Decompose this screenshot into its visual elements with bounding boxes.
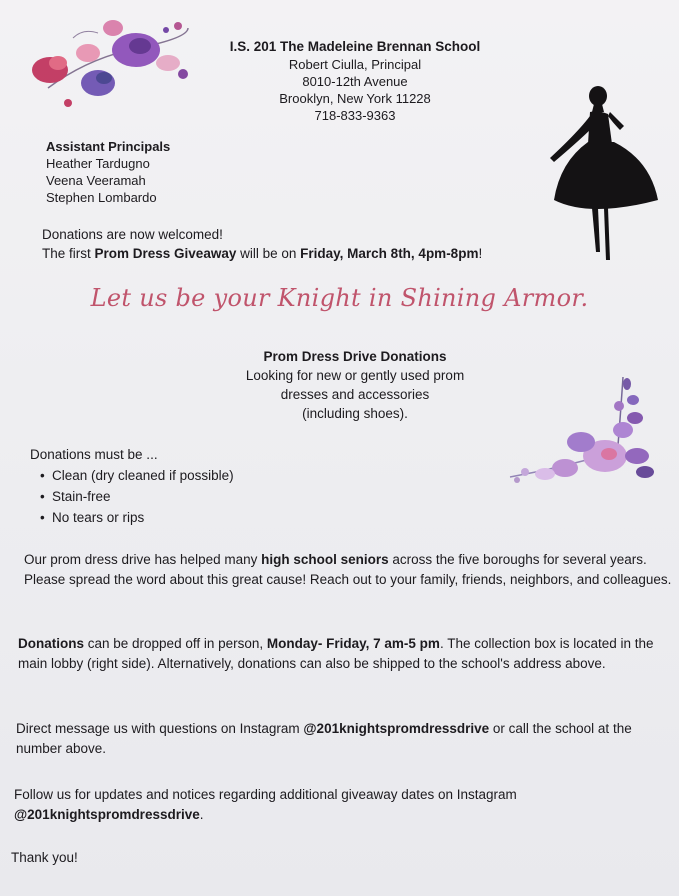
slogan: Let us be your Knight in Shining Armor. bbox=[90, 284, 589, 312]
school-name: I.S. 201 The Madeleine Brennan School bbox=[229, 39, 481, 54]
paragraph-dropoff bbox=[18, 634, 674, 674]
instagram-handle: @201knightspromdressdrive bbox=[14, 807, 200, 822]
prom-dress-silhouette bbox=[540, 82, 665, 267]
giveaway-name: Prom Dress Giveaway bbox=[94, 246, 237, 261]
intro-announcement bbox=[42, 225, 482, 263]
list-item: • Clean (dry cleaned if possible) bbox=[40, 465, 234, 486]
giveaway-date: Friday, March 8th, 4pm-8pm bbox=[300, 246, 479, 261]
instagram-handle: @201knightspromdressdrive bbox=[303, 721, 490, 736]
text-run: across the five boroughs for several years. Please spread the word about this great cause! Reach out to your family, friends, neighbors, and colleagues. bbox=[24, 552, 672, 587]
list-item: • No tears or rips bbox=[40, 507, 234, 528]
text-run: . bbox=[199, 807, 204, 822]
donation-requirements bbox=[30, 444, 234, 528]
drive-description bbox=[210, 347, 500, 423]
text-run: or call the school at the number above. bbox=[16, 721, 632, 756]
assistant-principal-name: Heather Tardugno bbox=[46, 156, 150, 171]
text-run: Follow us for updates and notices regarding additional giveaway dates on Instagram bbox=[14, 787, 517, 802]
highlight-donations: Donations bbox=[18, 636, 84, 651]
requirements-heading: Donations must be ... bbox=[30, 447, 158, 462]
floral-decoration-right bbox=[505, 372, 665, 500]
closing: Thank you! bbox=[11, 850, 78, 865]
drive-line: dresses and accessories bbox=[280, 387, 430, 402]
drive-line: Looking for new or gently used prom bbox=[245, 368, 465, 383]
drive-line: (including shoes). bbox=[302, 406, 408, 421]
paragraph-follow bbox=[14, 785, 670, 825]
intro-line-1: Donations are now welcomed! bbox=[42, 227, 223, 242]
letterhead bbox=[200, 38, 510, 124]
assistant-principals bbox=[46, 138, 170, 206]
text-run: will be on bbox=[236, 246, 301, 261]
paragraph-contact bbox=[16, 719, 672, 759]
highlight-seniors: high school seniors bbox=[261, 552, 389, 567]
drive-heading: Prom Dress Drive Donations bbox=[263, 349, 447, 364]
text-run: Direct message us with questions on Instagram bbox=[16, 721, 304, 736]
requirements-list bbox=[30, 465, 234, 528]
assistant-principals-heading: Assistant Principals bbox=[46, 139, 171, 154]
assistant-principal-name: Veena Veeramah bbox=[46, 173, 146, 188]
address-line-1: 8010-12th Avenue bbox=[302, 74, 408, 89]
text-run: ! bbox=[478, 246, 483, 261]
list-item: • Stain-free bbox=[40, 486, 234, 507]
address-line-2: Brooklyn, New York 11228 bbox=[279, 91, 431, 106]
intro-line-2 bbox=[42, 244, 482, 263]
text-run: . The collection box is located in the main lobby (right side). Alternatively, donations can also be shipped to the school's address above. bbox=[18, 636, 654, 671]
text-run: Our prom dress drive has helped many bbox=[24, 552, 262, 567]
text-run: The first bbox=[42, 246, 95, 261]
text-run: can be dropped off in person, bbox=[84, 636, 267, 651]
phone-number: 718-833-9363 bbox=[314, 108, 396, 123]
dropoff-hours: Monday- Friday, 7 am-5 pm bbox=[266, 636, 440, 651]
principal-line: Robert Ciulla, Principal bbox=[288, 57, 422, 72]
paragraph-drive-history bbox=[24, 550, 674, 590]
assistant-principal-name: Stephen Lombardo bbox=[46, 190, 157, 205]
floral-decoration-top-left bbox=[28, 8, 198, 113]
